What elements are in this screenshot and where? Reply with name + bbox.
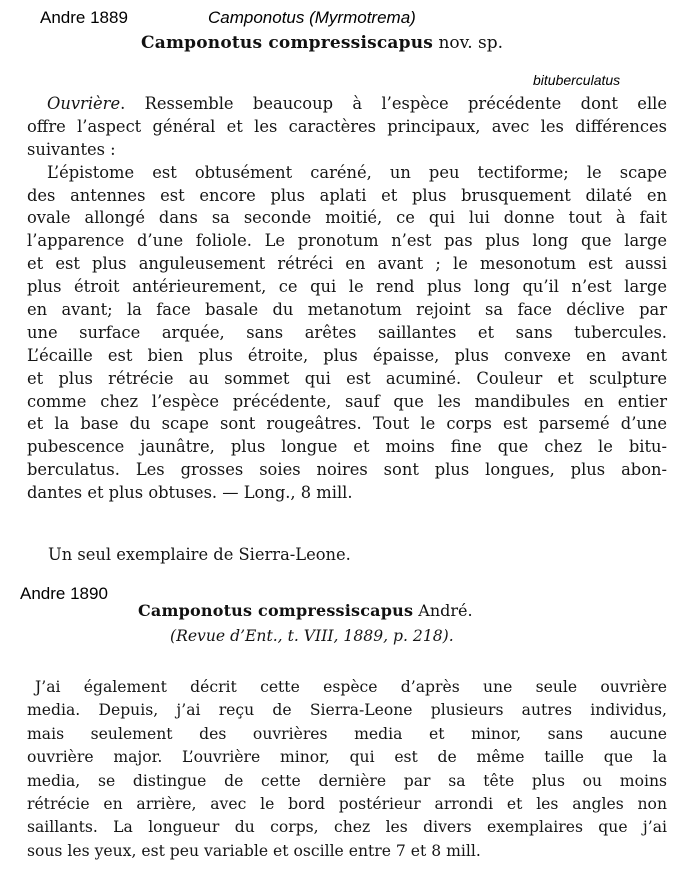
text-line: mais seulement des ouvrières media et minor, sans aucune — [27, 724, 667, 743]
line-text: pubescence jaunâtre, plus longue et moins fine que chez le bitu- — [27, 437, 667, 457]
line-text: L’épistome est obtusément caréné, un peu tectiforme; le scape — [47, 162, 667, 182]
line-text: une surface arquée, sans arêtes saillantes et sans tubercules. — [27, 322, 667, 342]
species-title-1889 — [141, 33, 503, 53]
year-label-1889: Andre 1889 — [40, 8, 128, 27]
text-line — [27, 482, 667, 505]
text-line — [27, 413, 667, 436]
text-line — [27, 93, 667, 116]
text-line — [27, 162, 667, 185]
line-text: offre l’aspect général et les caractères principaux, avec les différences — [27, 116, 667, 136]
line-text: l’apparence d’une foliole. Le pronotum n’est pas plus long que large — [27, 231, 667, 251]
text-line: ouvrière major. L’ouvrière minor, qui est de même taille que la — [27, 748, 667, 767]
species-title-1890 — [138, 601, 473, 620]
specimen-note: Un seul exemplaire de Sierra-Leone. — [48, 545, 351, 564]
text-line: rétrécie en arrière, avec le bord postérieur arrondi et les angles non — [27, 794, 667, 813]
species-name-1890: Camponotus compressiscapus — [138, 601, 414, 620]
line-text: ovale allongé dans sa seconde moitié, ce qui lui donne tout à fait — [27, 208, 667, 228]
description-1890 — [27, 676, 667, 863]
line-text: et est plus anguleusement rétréci en avant ; le mesonotum est aussi — [27, 254, 667, 274]
line-text: comme chez l’espèce précédente, sauf que les mandibules en entier — [27, 391, 667, 411]
text-line — [27, 345, 667, 368]
line-text: en avant; la face basale du metanotum rejoint sa face déclive par — [27, 300, 667, 320]
text-line — [27, 185, 667, 208]
year-label-1890: Andre 1890 — [20, 584, 108, 603]
text-line — [27, 368, 667, 391]
line-text: et la base du scape sont rougeâtres. Tout le corps est parsemé d’une — [27, 414, 667, 434]
line-text: plus étroit antérieurement, ce qui le rend plus long qu’il n’est large — [27, 277, 667, 297]
text-line — [27, 253, 667, 276]
text-line: media, se distingue de cette dernière par sa tête plus ou moins — [27, 771, 667, 790]
text-line — [27, 391, 667, 414]
line-text: . Ressemble beaucoup à l’espèce précédente dont elle — [120, 94, 667, 113]
text-line — [27, 207, 667, 230]
line-text: suivantes : — [27, 139, 116, 159]
text-line — [27, 322, 667, 345]
caste-term: Ouvrière — [47, 94, 121, 113]
text-line — [27, 436, 667, 459]
text-line — [27, 230, 667, 253]
text-line — [27, 299, 667, 322]
genus-heading: Camponotus (Myrmotrema) — [208, 8, 416, 27]
line-text: L’écaille est bien plus étroite, plus épaisse, plus convexe en avant — [27, 345, 667, 365]
text-line — [27, 116, 667, 139]
text-line — [27, 276, 667, 299]
species-status: nov. sp. — [433, 33, 504, 53]
species-name: Camponotus compressiscapus — [141, 33, 434, 53]
text-line: saillants. La longueur du corps, chez les divers exemplaires que j’ai — [27, 818, 667, 837]
line-text: berculatus. Les grosses soies noires sont plus longues, plus abon- — [27, 460, 667, 480]
text-line — [27, 459, 667, 482]
species-author: André. — [413, 601, 473, 620]
description-1889 — [27, 93, 667, 505]
text-line — [27, 139, 667, 162]
line-text: dantes et plus obtuses. — Long., 8 mill. — [27, 483, 353, 503]
literature-reference: (Revue d’Ent., t. VIII, 1889, p. 218). — [170, 627, 454, 645]
line-text: et plus rétrécie au sommet qui est acuminé. Couleur et sculpture — [27, 368, 667, 388]
text-line: sous les yeux, est peu variable et oscille entre 7 et 8 mill. — [27, 841, 481, 860]
margin-annotation: bituberculatus — [533, 72, 621, 88]
text-line: J’ai également décrit cette espèce d’après une seule ouvrière — [35, 678, 667, 696]
text-line: media. Depuis, j’ai reçu de Sierra-Leone plusieurs autres individus, — [27, 701, 667, 720]
line-text: des antennes est encore plus aplati et plus brusquement dilaté en — [27, 185, 667, 205]
